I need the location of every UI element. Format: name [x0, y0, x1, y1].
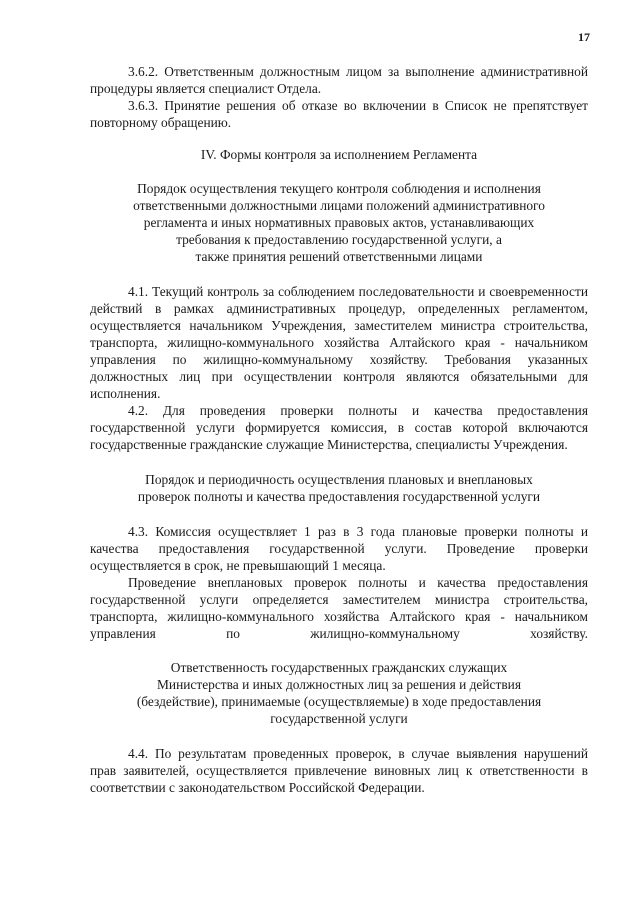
- paragraph-4-2: 4.2. Для проведения проверки полноты и качества предоставления государственной услуги формируется комиссия, в состав которой включаются государственные гражданские служащие Министерства, специалисты Учреждения.: [90, 403, 588, 452]
- heading-line: государственной услуги: [270, 711, 408, 726]
- paragraph-4-4: 4.4. По результатам проведенных проверок, в случае выявления нарушений прав заявителей, осуществляется привлечение виновных лиц к ответственности в соответствии с законодательством Российской Федерации.: [90, 746, 588, 795]
- heading-current-control: [90, 180, 588, 265]
- heading-line: (бездействие), принимаемые (осуществляемые) в ходе предоставления: [136, 694, 542, 709]
- heading-line: Порядок и периодичность осуществления плановых и внеплановых: [145, 472, 533, 487]
- section-title: IV. Формы контроля за исполнением Регламента: [200, 147, 478, 162]
- heading-line: ответственными должностными лицами положений административного: [133, 198, 545, 213]
- paragraph-unscheduled-inspections: Проведение внеплановых проверок полноты и качества предоставления государственной услуги определяется заместителем министра строительства, транспорта, жилищно-коммунального хозяйства Алтайского края - начальником управления по жилищно-коммунальному хозяйству.: [90, 575, 588, 641]
- heading-line: также принятия решений ответственными лицами: [195, 249, 483, 264]
- heading-line: Порядок осуществления текущего контроля соблюдения и исполнения: [137, 181, 541, 196]
- heading-responsibility: [90, 659, 588, 727]
- heading-line: Ответственность государственных гражданских служащих: [170, 660, 508, 675]
- paragraph-3-6-2: 3.6.2. Ответственным должностным лицом за выполнение административной процедуры является специалист Отдела.: [90, 64, 588, 96]
- heading-line: регламента и иных нормативных правовых актов, устанавливающих: [143, 215, 535, 230]
- heading-line: требования к предоставлению государственной услуги, а: [176, 232, 502, 247]
- document-body: [90, 63, 588, 796]
- paragraph-4-1: 4.1. Текущий контроль за соблюдением последовательности и своевременности действий в рамках административных процедур, определенных регламентом, осуществляется начальником Учреждения, заместителем министра строительства, транспорта, жилищно-коммунального хозяйства Алтайского края - начальником управления по жилищно-коммунальному хозяйству. Требования указанных должностных лиц при осуществлении контроля являются обязательными для исполнения.: [90, 284, 588, 401]
- heading-inspections: [90, 471, 588, 505]
- page-number: 17: [578, 30, 590, 44]
- paragraph-4-3: 4.3. Комиссия осуществляет 1 раз в 3 года плановые проверки полноты и качества предоставления государственной услуги. Проведение проверки осуществляется в срок, не превышающий 1 месяца.: [90, 524, 588, 573]
- heading-line: проверок полноты и качества предоставления государственной услуги: [137, 489, 541, 504]
- paragraph-3-6-3: 3.6.3. Принятие решения об отказе во включении в Список не препятствует повторному обращению.: [90, 98, 588, 130]
- heading-line: Министерства и иных должностных лиц за решения и действия: [157, 677, 521, 692]
